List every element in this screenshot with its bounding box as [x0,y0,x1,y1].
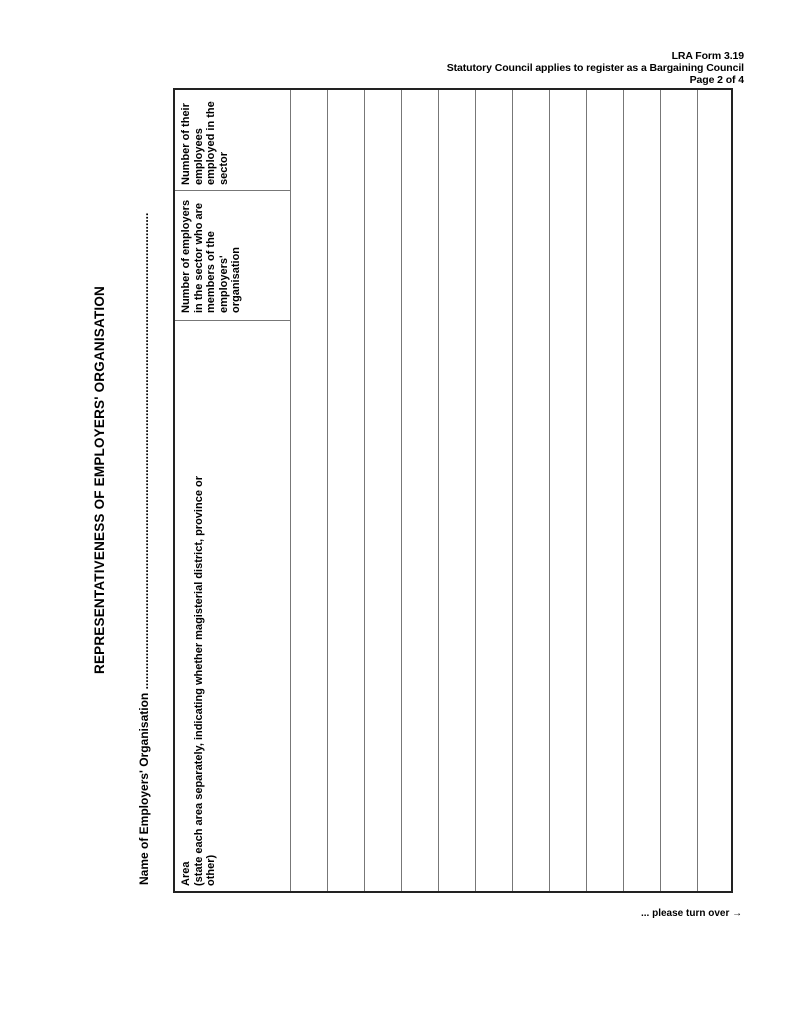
table-row-divider [549,90,550,891]
form-number: LRA Form 3.19 [671,50,744,62]
table-row-divider [512,90,513,891]
table-row-divider [586,90,587,891]
table-row-divider [290,90,291,891]
table-row-divider [401,90,402,891]
table-row-divider [660,90,661,891]
page-indicator: Page 2 of 4 [689,74,744,86]
org-name-label: Name of Employers' Organisation [137,692,151,885]
table-row-divider [623,90,624,891]
header-column-divider [175,320,290,321]
table-row-divider [475,90,476,891]
table-row-divider [364,90,365,891]
form-header [447,50,744,86]
column-header-number-of-employers: Number of employers in the sector who are members of the employers' organisation [180,199,242,313]
area-subheading: (state each area separately, indicating whether magisterial district, province or other) [192,476,217,886]
column-header-area [180,466,218,886]
representativeness-table [173,88,733,893]
document-title: REPRESENTATIVENESS OF EMPLOYERS' ORGANISATION [92,285,107,674]
column-header-number-of-employees: Number of their employees employed in the sector [180,101,230,185]
org-name-fill-line: ............................................................................................................................................... [137,212,151,690]
turn-over-note: ... please turn over → [641,908,743,919]
table-row-divider [697,90,698,891]
area-heading: Area [180,861,192,886]
table-row-divider [438,90,439,891]
form-subtitle: Statutory Council applies to register as a Bargaining Council [446,62,744,74]
org-name-row[interactable] [137,212,151,885]
table-row-divider [327,90,328,891]
